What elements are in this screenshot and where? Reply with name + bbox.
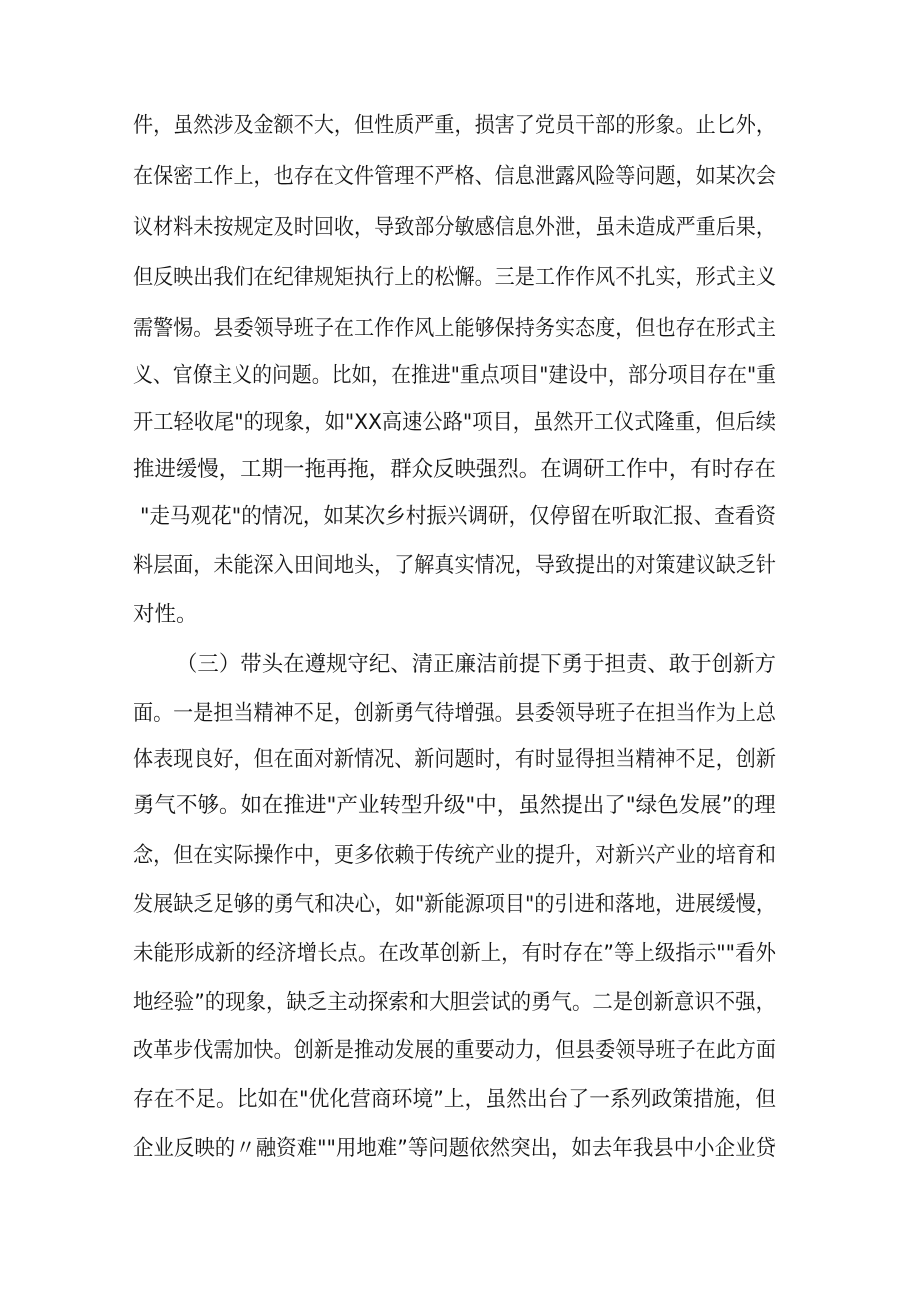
text-line-content: 件，虽然涉及金额不大，但性质严重，损害了党员干部的形象。止匕外， <box>133 113 776 138</box>
text-line <box>0 595 920 635</box>
text-line-content: 推进缓慢，工期一拖再拖，群众反映强烈。在调研工作中，有时存在 <box>133 457 776 482</box>
text-line <box>0 885 920 925</box>
text-line <box>0 740 920 780</box>
text-line-content: 改革步伐需加快。创新是推动发展的重要动力，但县委领导班子在此方面 <box>133 1038 776 1063</box>
text-line <box>0 1080 920 1120</box>
text-line-content: 对性。 <box>133 602 198 627</box>
text-line-content: 体表现良好，但在面对新情况、新问题时，有时显得担当精神不足，创新 <box>133 747 776 772</box>
text-line <box>0 450 920 490</box>
text-line <box>0 694 920 734</box>
text-line <box>0 1129 920 1169</box>
text-line-content: "走马观花"的情况，如某次乡村振兴调研，仅停留在听取汇报、查看资 <box>140 504 776 529</box>
text-line-content: 发展缺乏足够的勇气和决心，如"新能源项目"的引进和落地，进展缓慢， <box>133 892 776 917</box>
text-line-content: 但反映出我们在纪律规矩执行上的松懈。三是工作作风不扎实，形式主义 <box>133 265 776 290</box>
text-line <box>0 356 920 396</box>
text-line-content: 需警惕。县委领导班子在工作作风上能够保持务实态度，但也存在形式主 <box>133 316 776 341</box>
text-line-content: 议材料未按规定及时回收，导致部分敏感信息外泄，虽未造成严重后果， <box>133 215 776 240</box>
text-line <box>0 309 920 349</box>
text-line-content: 在保密工作上，也存在文件管理不严格、信息泄露风险等问题，如某次会 <box>133 164 776 189</box>
text-line-content: 企业反映的〃融资难""用地难”等问题依然突出，如去年我县中小企业贷 <box>133 1136 776 1161</box>
text-line <box>0 786 920 826</box>
text-line <box>0 403 920 443</box>
text-line <box>0 934 920 974</box>
text-line-content: 勇气不够。如在推进"产业转型升级"中，虽然提出了"绿色发展”的理 <box>133 793 776 818</box>
text-line <box>0 258 920 298</box>
text-line <box>0 836 920 876</box>
text-line <box>0 497 920 537</box>
text-line-content: 面。一是担当精神不足，创新勇气待增强。县委领导班子在担当作为上总 <box>133 701 776 726</box>
text-line-content: 义、官僚主义的问题。比如，在推进"重点项目"建设中，部分项目存在"重 <box>133 363 776 388</box>
text-line <box>0 157 920 197</box>
text-line-content: 存在不足。比如在"优化营商环境”上，虽然出台了一系列政策措施，但 <box>133 1087 776 1112</box>
text-line-content: 地经验”的现象，缺乏主动探索和大胆尝试的勇气。二是创新意识不强， <box>133 990 776 1015</box>
text-line-content: （三）带头在遵规守纪、清正廉洁前提下勇于担责、敢于创新方 <box>176 652 776 677</box>
section-heading <box>0 645 920 685</box>
text-line <box>0 983 920 1023</box>
text-line <box>0 1031 920 1071</box>
text-line-content: 未能形成新的经济增长点。在改革创新上，有时存在”等上级指示""看外 <box>133 941 776 966</box>
text-line <box>0 106 920 146</box>
text-line-content: 念，但在实际操作中，更多依赖于传统产业的提升，对新兴产业的培育和 <box>133 843 776 868</box>
text-line <box>0 546 920 586</box>
text-line-content: 料层面，未能深入田间地头，了解真实情况，导致提出的对策建议缺乏针 <box>133 553 776 578</box>
text-line <box>0 208 920 248</box>
text-line-content: 开工轻收尾"的现象，如"XX高速公路"项目，虽然开工仪式隆重，但后续 <box>133 410 776 435</box>
